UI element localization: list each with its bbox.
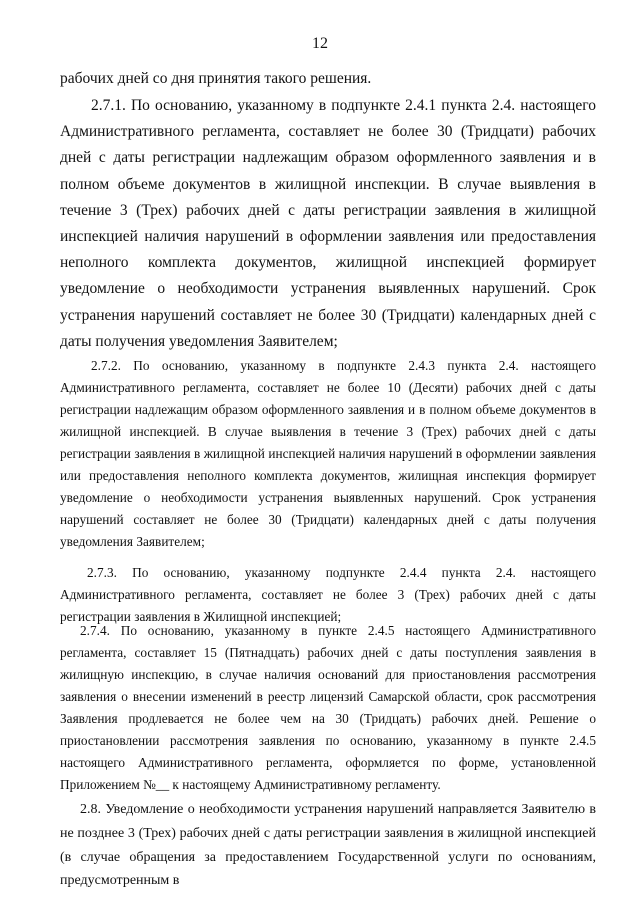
paragraph-2-8: 2.8. Уведомление о необходимости устранения нарушений направляется Заявителю в не позднее 3 (Трех) рабочих дней с даты регистрации заявления в жилищной инспекцией (в случае обращения за предоставлением Государственной услуги по основаниям, предусмотренным в	[60, 802, 596, 889]
paragraph-2-7-1: 2.7.1. По основанию, указанному в подпункте 2.4.1 пункта 2.4. настоящего Административного регламента, составляет не более 30 (Тридцати) рабочих дней с даты регистрации надлежащим образом оформленного заявления и в полном объеме документов в жилищной инспекции. В случае выявления в течение 3 (Трех) рабочих дней с даты регистрации заявления в жилищной инспекцией наличия нарушений в оформлении заявления или предоставления неполного комплекта документов, жилищной инспекцией формирует уведомление о необходимости устранения выявленных нарушений. Срок устранения нарушений составляет не более 30 (Тридцати) календарных дней с даты получения уведомления Заявителем;	[60, 97, 596, 350]
page-number: 12	[312, 35, 328, 52]
paragraph-2-7-4: 2.7.4. По основанию, указанному в пункте 2.4.5 настоящего Административного регламента, составляет 15 (Пятнадцать) рабочих дней с даты поступления заявления в жилищную инспекцию, в случае наличия оснований для приостановления рассмотрения заявления о внесении изменений в реестр лицензий Самарской области, срок рассмотрения Заявления продлевается не более чем на 30 (Тридцать) рабочих дней. Решение о приостановлении рассмотрения заявления по основанию, указанному в пункте 2.4.5 настоящего Административного регламента, оформляется по форме, установленной Приложением №__ к настоящему Административному регламенту.	[60, 623, 596, 792]
paragraph-2-7-3: 2.7.3. По основанию, указанному подпункте 2.4.4 пункта 2.4. настоящего Административного регламента, составляет не более 3 (Трех) рабочих дней с даты регистрации заявления в Жилищной инспекцией;	[60, 565, 596, 624]
paragraph-continuation: рабочих дней со дня принятия такого решения.	[60, 70, 372, 87]
paragraph-2-7-2: 2.7.2. По основанию, указанному в подпункте 2.4.3 пункта 2.4. настоящего Административного регламента, составляет не более 10 (Десяти) рабочих дней с даты регистрации надлежащим образом оформленного заявления и в полном объеме документов в жилищной инспекцией. В случае выявления в течение 3 (Трех) рабочих дней с даты регистрации заявления в жилищной инспекцией наличия нарушений в оформлении заявления или предоставления неполного комплекта документов, жилищная инспекция формирует уведомление о необходимости устранения выявленных нарушений. Срок устранения нарушений составляет не более 30 (Тридцати) календарных дней с даты получения уведомления Заявителем;	[60, 358, 596, 549]
